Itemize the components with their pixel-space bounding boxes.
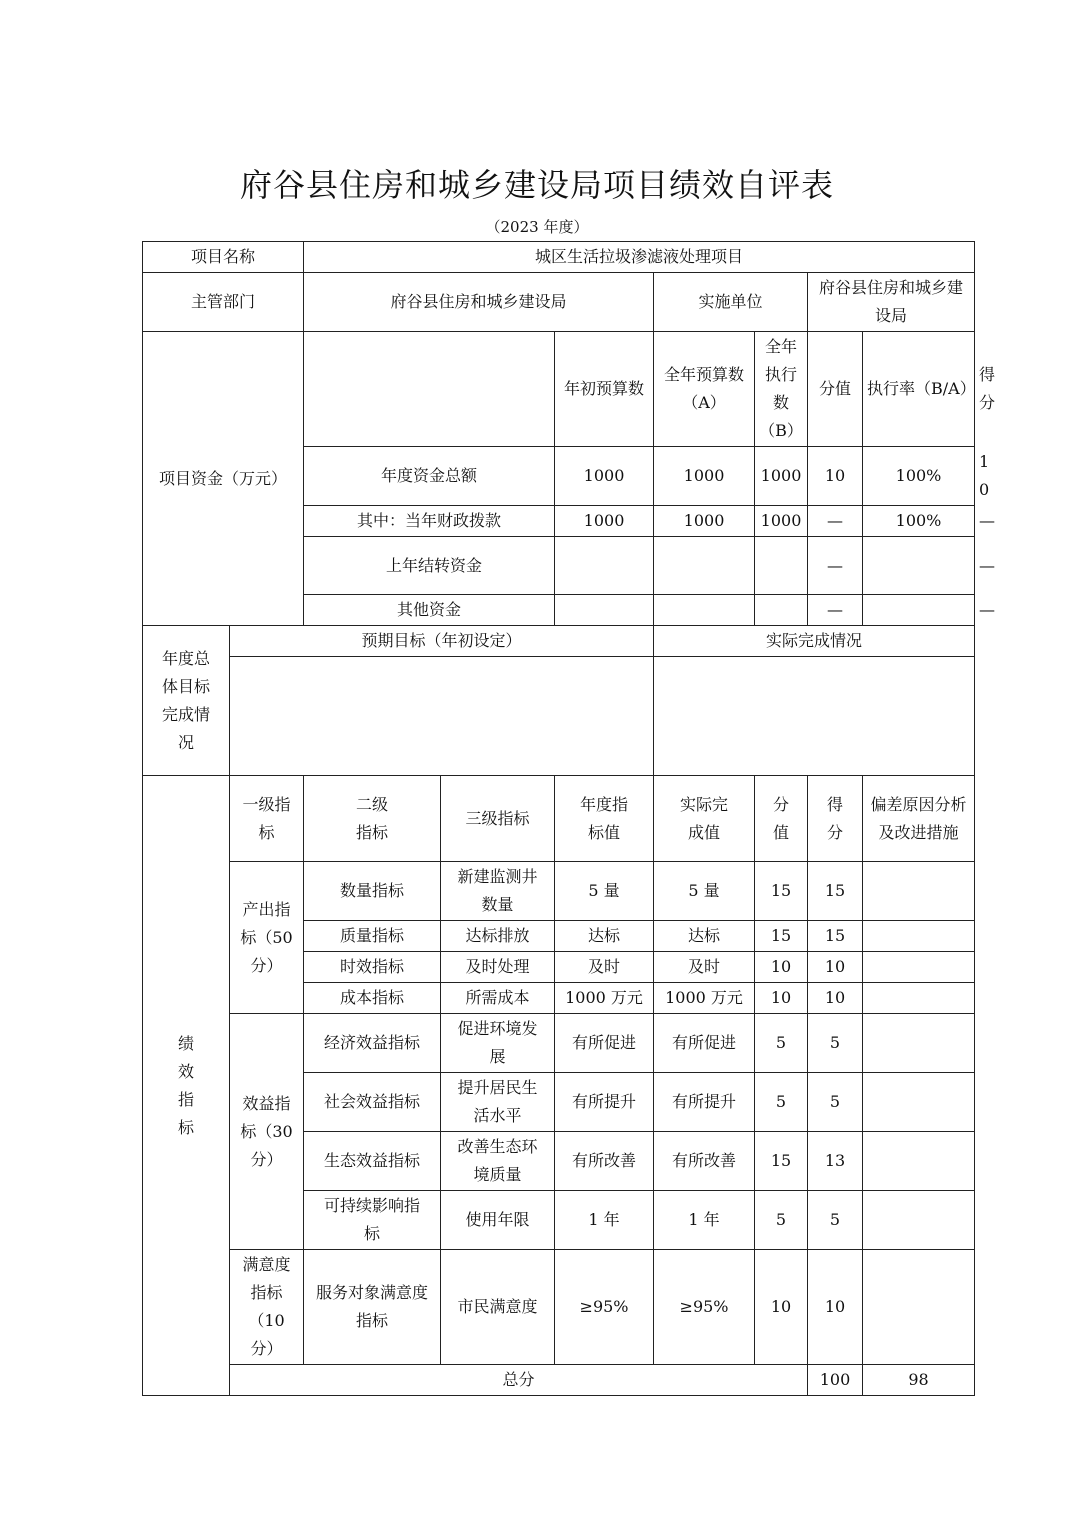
level1-benefit: 效益指标（30分） <box>230 1014 304 1250</box>
deviation-cell <box>863 1250 975 1365</box>
funds-score-value: — <box>808 537 863 595</box>
target-cell: 有所促进 <box>555 1014 654 1073</box>
funds-score-value: — <box>808 506 863 537</box>
deviation-cell <box>863 862 975 921</box>
level3-cell: 使用年限 <box>441 1191 555 1250</box>
target-cell: 1000 万元 <box>555 983 654 1014</box>
funds-rate <box>863 595 975 626</box>
score-value-cell: 5 <box>755 1073 808 1132</box>
deviation-cell <box>863 983 975 1014</box>
indicator-row <box>143 1250 975 1365</box>
performance-label: 绩效指标 <box>143 776 230 1396</box>
header-target: 年度指标值 <box>555 776 654 862</box>
actual-cell: 有所提升 <box>654 1073 755 1132</box>
funds-row-label: 上年结转资金 <box>304 537 555 595</box>
funds-label: 项目资金（万元） <box>143 332 304 626</box>
page-title: 府谷县住房和城乡建设局项目绩效自评表 <box>239 166 834 204</box>
target-cell: 有所提升 <box>555 1073 654 1132</box>
total-score: 98 <box>863 1365 975 1396</box>
score-cell: 5 <box>808 1191 863 1250</box>
funds-executed <box>755 595 808 626</box>
impl-label: 实施单位 <box>654 273 808 332</box>
report-year: （2023 年度） <box>485 218 589 236</box>
funds-annual: 1000 <box>654 506 755 537</box>
level2-cell: 服务对象满意度指标 <box>304 1250 441 1365</box>
funds-annual <box>654 537 755 595</box>
total-score-value: 100 <box>808 1365 863 1396</box>
actual-cell: 有所改善 <box>654 1132 755 1191</box>
score-value-cell: 15 <box>755 862 808 921</box>
level2-cell: 数量指标 <box>304 862 441 921</box>
target-cell: 及时 <box>555 952 654 983</box>
funds-header-initial: 年初预算数 <box>555 332 654 447</box>
funds-header-score-value: 分值 <box>808 332 863 447</box>
funds-row: 其中：当年财政拨款 1000 1000 1000 — 100% — <box>143 506 975 537</box>
actual-completion-label: 实际完成情况 <box>654 626 975 657</box>
indicator-row <box>143 862 975 921</box>
score-cell: 10 <box>808 983 863 1014</box>
header-actual: 实际完成值 <box>654 776 755 862</box>
target-cell: ≥95% <box>555 1250 654 1365</box>
goals-label: 年度总体目标完成情况 <box>143 626 230 776</box>
score-value-cell: 10 <box>755 983 808 1014</box>
evaluation-table: 项目名称 城区生活拉圾渗滤液处理项目 主管部门 府谷县住房和城乡建设局 实施单位 府谷县住房和城乡建设局 项目资金（万元） 年初预算数 全年预算数（A） 全年执行数（B） 分值 执行率（B/A） 得分 年度资金总额 1000 1000 1000 10 100% 10 其中：当年财政拨款 1000 1000 1000 — 100% — 上年结转资金 — — 其他资金 — — 年度总体目标完成情况 预期目标（年初设定） 实际完成情况 绩效指标 一级指标 二级指标 三级指标 年度指标值 实际完成值 分值 得分 偏差原因分析及改进措施 产出指标（50分） 数量指标 新建监测井数量 5 量 5 量 15 15 质量指标 达标排放 达标 达标 15 15 时效指标 及时处理 及时 及时 10 10 成本指标 所需成本 1000 万元 1000 万元 10 10 效益指标（30分） 经济效益指标 促进环境发展 有所促进 有所促进 5 5 社会效益指标 提升居民生活水平 有所提升 有所提升 5 5 生态效益指标 改善生态环境质量 有所改善 有所改善 15 13 可持续影响指标 使用年限 1 年 1 年 5 5 满意度指标（10分） 服务对象满意度指标 市民满意度 ≥95% ≥95% 10 10 总分 100 98 <box>142 241 975 1396</box>
funds-initial: 1000 <box>555 447 654 506</box>
target-cell: 达标 <box>555 921 654 952</box>
actual-cell: 5 量 <box>654 862 755 921</box>
level2-cell: 可持续影响指标 <box>304 1191 441 1250</box>
header-score: 得分 <box>808 776 863 862</box>
funds-score-value: — <box>808 595 863 626</box>
total-label: 总分 <box>230 1365 808 1396</box>
funds-header-executed: 全年执行数（B） <box>755 332 808 447</box>
score-cell: 10 <box>808 1250 863 1365</box>
level3-cell: 市民满意度 <box>441 1250 555 1365</box>
actual-cell: 1 年 <box>654 1191 755 1250</box>
funds-initial <box>555 595 654 626</box>
funds-rate: 100% <box>863 506 975 537</box>
expected-goal-label: 预期目标（年初设定） <box>230 626 654 657</box>
score-cell: 15 <box>808 921 863 952</box>
funds-row-label: 其中：当年财政拨款 <box>304 506 555 537</box>
funds-header-blank <box>304 332 555 447</box>
actual-cell: 1000 万元 <box>654 983 755 1014</box>
level2-cell: 时效指标 <box>304 952 441 983</box>
level2-cell: 社会效益指标 <box>304 1073 441 1132</box>
score-value-cell: 5 <box>755 1014 808 1073</box>
score-value-cell: 10 <box>755 952 808 983</box>
funds-row: 上年结转资金 — — <box>143 537 975 595</box>
level3-cell: 新建监测井数量 <box>441 862 555 921</box>
impl-value: 府谷县住房和城乡建设局 <box>808 273 975 332</box>
deviation-cell <box>863 1014 975 1073</box>
score-cell: 5 <box>808 1014 863 1073</box>
header-level3: 三级指标 <box>441 776 555 862</box>
level3-cell: 达标排放 <box>441 921 555 952</box>
actual-cell: 达标 <box>654 921 755 952</box>
score-value-cell: 15 <box>755 1132 808 1191</box>
expected-goal-value <box>230 657 654 776</box>
level1-satisfaction: 满意度指标（10分） <box>230 1250 304 1365</box>
actual-cell: 及时 <box>654 952 755 983</box>
header-deviation: 偏差原因分析及改进措施 <box>863 776 975 862</box>
score-value-cell: 15 <box>755 921 808 952</box>
level2-cell: 生态效益指标 <box>304 1132 441 1191</box>
level3-cell: 改善生态环境质量 <box>441 1132 555 1191</box>
score-cell: 15 <box>808 862 863 921</box>
deviation-cell <box>863 952 975 983</box>
funds-row: 年度资金总额 1000 1000 1000 10 100% 10 <box>143 447 975 506</box>
score-cell: 13 <box>808 1132 863 1191</box>
header-level2: 二级指标 <box>304 776 441 862</box>
header-score-value: 分值 <box>755 776 808 862</box>
funds-row-label: 年度资金总额 <box>304 447 555 506</box>
deviation-cell <box>863 921 975 952</box>
actual-cell: ≥95% <box>654 1250 755 1365</box>
score-value-cell: 10 <box>755 1250 808 1365</box>
target-cell: 1 年 <box>555 1191 654 1250</box>
level1-output: 产出指标（50分） <box>230 862 304 1014</box>
level2-cell: 成本指标 <box>304 983 441 1014</box>
actual-completion-value <box>654 657 975 776</box>
funds-executed: 1000 <box>755 506 808 537</box>
level3-cell: 促进环境发展 <box>441 1014 555 1073</box>
funds-row-label: 其他资金 <box>304 595 555 626</box>
target-cell: 有所改善 <box>555 1132 654 1191</box>
dept-label: 主管部门 <box>143 273 304 332</box>
dept-value: 府谷县住房和城乡建设局 <box>304 273 654 332</box>
level2-cell: 经济效益指标 <box>304 1014 441 1073</box>
target-cell: 5 量 <box>555 862 654 921</box>
level3-cell: 及时处理 <box>441 952 555 983</box>
project-name-label: 项目名称 <box>143 242 304 273</box>
funds-executed <box>755 537 808 595</box>
funds-initial <box>555 537 654 595</box>
score-cell: 5 <box>808 1073 863 1132</box>
project-name-value: 城区生活拉圾渗滤液处理项目 <box>304 242 975 273</box>
actual-cell: 有所促进 <box>654 1014 755 1073</box>
funds-row: 其他资金 — — <box>143 595 975 626</box>
funds-header-annual: 全年预算数（A） <box>654 332 755 447</box>
header-level1: 一级指标 <box>230 776 304 862</box>
funds-rate: 100% <box>863 447 975 506</box>
funds-score-value: 10 <box>808 447 863 506</box>
funds-rate <box>863 537 975 595</box>
level3-cell: 提升居民生活水平 <box>441 1073 555 1132</box>
deviation-cell <box>863 1073 975 1132</box>
score-value-cell: 5 <box>755 1191 808 1250</box>
deviation-cell <box>863 1191 975 1250</box>
deviation-cell <box>863 1132 975 1191</box>
indicator-row <box>143 1014 975 1073</box>
level3-cell: 所需成本 <box>441 983 555 1014</box>
funds-header-rate: 执行率（B/A） <box>863 332 975 447</box>
funds-initial: 1000 <box>555 506 654 537</box>
funds-annual: 1000 <box>654 447 755 506</box>
level2-cell: 质量指标 <box>304 921 441 952</box>
score-cell: 10 <box>808 952 863 983</box>
funds-annual <box>654 595 755 626</box>
funds-executed: 1000 <box>755 447 808 506</box>
